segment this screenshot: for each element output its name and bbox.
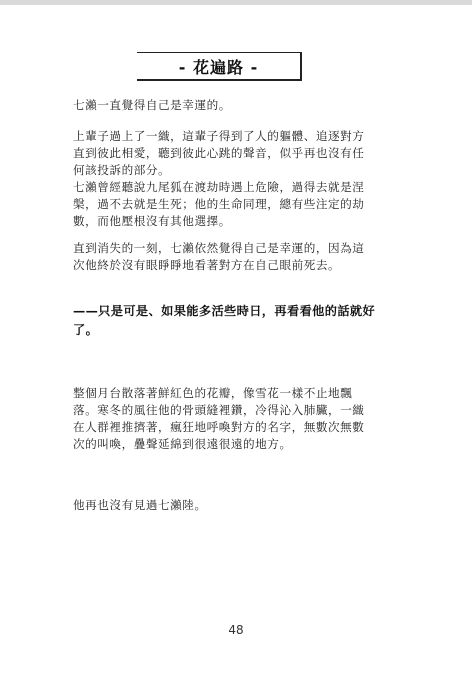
paragraph-4: 直到消失的一刻，七瀨依然覺得自己是幸運的，因為這次他終於沒有眼睜睜地看著對方在自己眼前死去。	[73, 241, 365, 272]
chapter-title-box	[137, 52, 302, 81]
paragraph-5-emphasis: ——只是可是、如果能多活些時日，再看看他的話就好了。	[73, 304, 376, 337]
paragraph-2: 上輩子過上了一織，這輩子得到了人的軀體、追逐對方直到彼此相愛，聽到彼此心跳的聲音，似乎再也沒有任何該投訴的部分。	[73, 129, 365, 177]
top-divider	[0, 0, 472, 5]
paragraph-1: 七瀨一直覺得自己是幸運的。	[73, 98, 231, 112]
page-number: 48	[228, 623, 244, 637]
paragraph-7: 他再也沒有見過七瀨陸。	[73, 498, 207, 512]
chapter-title: - 花遍路 -	[178, 57, 259, 77]
paragraph-6: 整個月台散落著鮮紅色的花瓣，像雪花一樣不止地飄落。寒冬的風往他的骨頭縫裡鑽，冷得沁入肺臟，一織在人群裡推擠著，瘋狂地呼喚對方的名字，無數次無數次的叫喚，疊聲延綿到很遠很遠的地方。	[73, 386, 365, 451]
paragraph-3: 七瀨曾經聽說九尾狐在渡劫時遇上危險，過得去就是涅槃，過不去就是生死；他的生命同理，總有些注定的劫數，而他壓根沒有其他選擇。	[73, 180, 365, 228]
